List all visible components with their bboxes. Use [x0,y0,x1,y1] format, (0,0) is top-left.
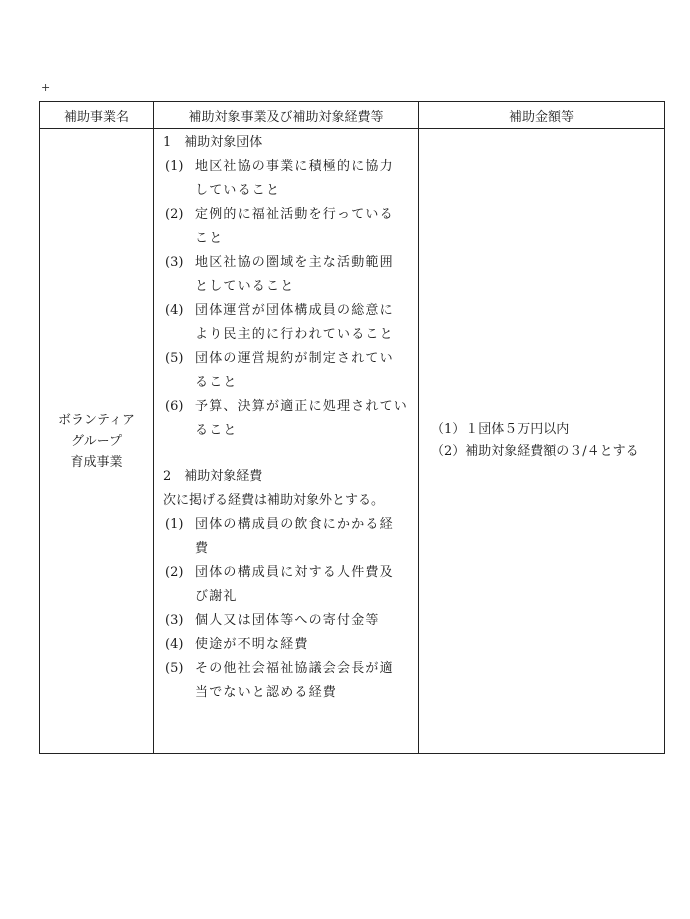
item-text-line: 地区社協の圏域を主な活動範囲 [195,255,394,270]
item-text-line: 団体の構成員の飲食にかかる経 [195,517,394,532]
item-number: (4) [165,637,184,652]
body-row [40,129,665,754]
item-number: (4) [165,303,184,318]
item-text-line: としていること [195,279,295,294]
section2-title: 2 補助対象経費 [163,469,263,484]
item-number: (3) [165,255,184,270]
section1-item [163,203,412,251]
header-project-name: 補助事業名 [40,102,154,129]
section2-item [163,657,412,705]
amount-cell [419,129,665,754]
section2-intro: 次に掲げる経費は補助対象外とする。 [163,493,385,508]
item-text-line: 団体の運営規約が制定されてい [195,351,394,366]
item-text-line: こと [195,231,224,246]
item-text-line: 使途が不明な経費 [195,637,309,652]
item-text-line: び謝礼 [195,589,238,604]
item-number: (2) [165,207,184,222]
item-text-line: 定例的に福祉活動を行っている [195,207,394,222]
section1-item [163,299,412,347]
item-text-line: 地区社協の事業に積極的に協力 [195,159,394,174]
item-text-line: その他社会福祉協議会会長が適 [195,661,394,676]
item-number: (6) [165,399,184,414]
item-text-line: 費 [195,541,210,556]
project-name-line: ボランティア [58,412,135,428]
item-number: (5) [165,661,184,676]
amount-line: （2）補助対象経費額の３/４とする [431,444,639,459]
section2-item [163,561,412,609]
section2-item [163,633,412,657]
project-name-cell [40,129,154,754]
subsidy-table [39,101,665,754]
plus-mark: + [41,81,51,94]
conditions-cell [154,129,419,754]
section2-item [163,513,412,561]
item-text-line: 当でないと認める経費 [195,685,338,700]
item-text-line: していること [195,183,281,198]
section1-item [163,347,412,395]
project-name-line: グループ [71,433,122,449]
section1-item [163,395,412,443]
section1-item [163,155,412,203]
section2-item [163,609,412,633]
item-text-line: ること [195,423,238,438]
item-number: (1) [165,517,184,532]
section1-item [163,251,412,299]
item-number: (1) [165,159,184,174]
item-text-line: 予算、決算が適正に処理されてい [195,399,409,414]
item-text-line: ること [195,375,238,390]
header-amount: 補助金額等 [419,102,665,129]
item-text-line: より民主的に行われていること [195,327,394,342]
item-number: (5) [165,351,184,366]
item-text-line: 団体の構成員に対する人件費及 [195,565,394,580]
section1-title: 1 補助対象団体 [163,135,263,150]
item-number: (2) [165,565,184,580]
item-text-line: 個人又は団体等への寄付金等 [195,613,380,628]
item-number: (3) [165,613,184,628]
header-eligible-items: 補助対象事業及び補助対象経費等 [154,102,419,129]
project-name-line: 育成事業 [70,454,123,470]
item-text-line: 団体運営が団体構成員の総意に [195,303,394,318]
amount-line: （1）１団体５万円以内 [431,422,570,437]
header-row [40,102,665,129]
